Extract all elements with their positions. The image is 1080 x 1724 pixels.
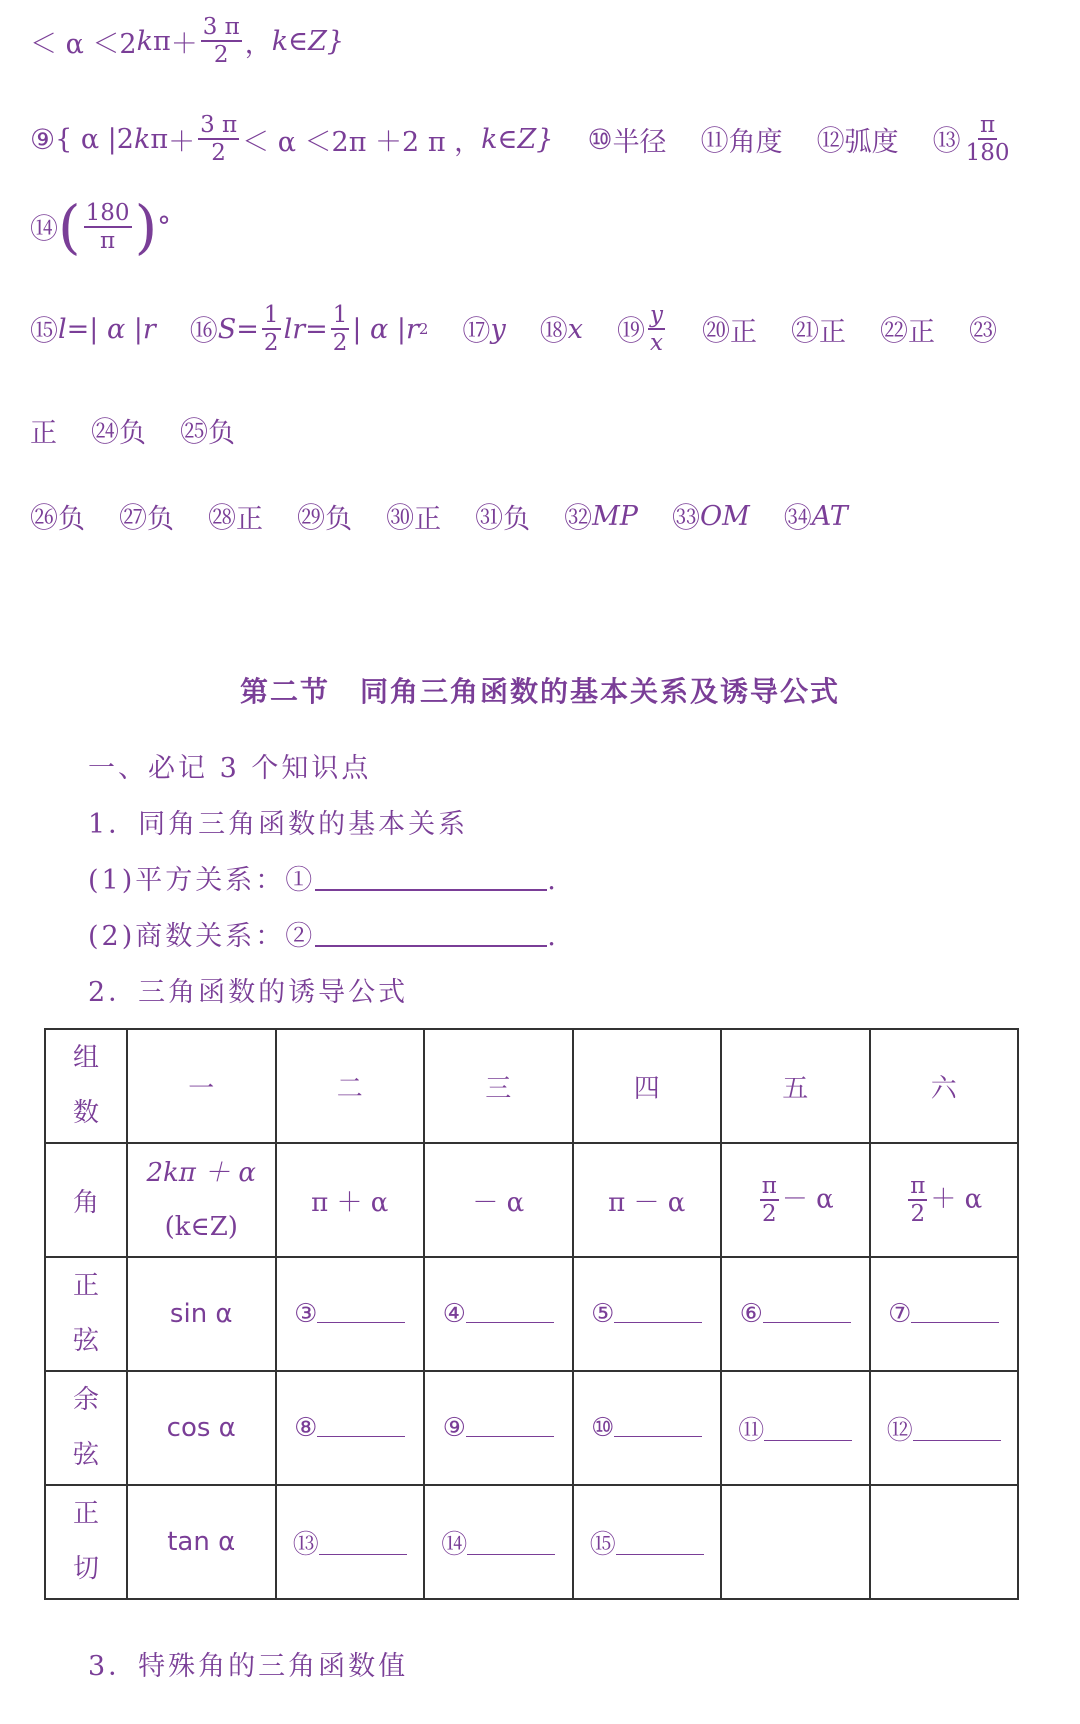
answer-9-pi: π [150,123,169,155]
answer-14-lparen: ( [58,193,81,261]
knowledge-point-2: 2．三角函数的诱导公式 [88,977,409,1008]
quotient-relation [88,914,559,953]
answer-26-mark: ㉖ [30,501,59,534]
blank-2[interactable] [315,945,547,947]
answer-28-mark: ㉘ [208,501,237,534]
answer-11-text: 角度 [728,126,783,158]
cosine-function: cos α [127,1371,276,1485]
line1-kin: k∈Z} [271,25,345,57]
square-relation-period: . [547,865,559,896]
answer-line-6 [30,496,1060,536]
angle-label-cell: 角 [45,1143,127,1257]
answer-33-text: OM [699,500,750,532]
square-relation-label: (1)平方关系：① [88,865,316,896]
answer-16-sup: 2 [418,320,429,339]
answer-line-5 [30,410,1060,450]
answer-22-text: 正 [908,316,936,348]
answer-16-half-1: $\frac{1}{2}$ [263,302,279,357]
answer-20-mark: ⑳ [701,314,730,348]
group-1: 一 [127,1029,276,1143]
answer-27-text: 负 [147,503,175,535]
answer-17-text: y [490,313,506,345]
angle-5: $\frac{\pi}{2}$ － α [721,1143,870,1257]
tangent-blank-14[interactable]: ⑭ [424,1485,573,1599]
answer-25-text: 负 [208,417,236,449]
answer-18-text: x [567,313,583,345]
answer-24-text: 负 [119,417,147,449]
sine-blank-3[interactable]: ③ [276,1257,425,1371]
group-5: 五 [721,1029,870,1143]
answer-line-1 [30,14,1060,69]
answer-line-3 [30,193,1060,261]
section-title: 第二节 同角三角函数的基本关系及诱导公式 [239,675,840,708]
knowledge-point-1: 1．同角三角函数的基本关系 [88,809,469,840]
answer-16-half-2: $\frac{1}{2}$ [332,302,348,357]
answer-29-text: 负 [325,503,353,535]
tangent-empty-5 [721,1485,870,1599]
answer-16-mark: ⑯ [189,314,218,348]
answer-9-open: { α |2 [55,123,134,155]
answer-26-text: 负 [58,503,86,535]
knowledge-heading: 一、必记 3 个知识点 [88,753,372,784]
cosine-blank-11[interactable]: ⑪ [721,1371,870,1485]
square-relation [88,858,559,897]
induction-formula-table [44,1028,1019,1600]
answer-32-mark: ㉜ [564,501,593,534]
table-row-tangent [45,1485,1018,1599]
group-label-cell: 组 数 [45,1029,127,1143]
answer-line-2 [30,112,1060,167]
sine-blank-5[interactable]: ⑤ [573,1257,722,1371]
angle-3: － α [424,1143,573,1257]
tangent-blank-13[interactable]: ⑬ [276,1485,425,1599]
answer-13-mark: ⑬ [932,124,961,158]
answer-12-mark: ⑫ [816,124,845,158]
answer-30-text: 正 [414,503,442,535]
group-3: 三 [424,1029,573,1143]
angle-4: π － α [573,1143,722,1257]
answer-14-rparen: ) [134,193,158,261]
answer-23-mark: ㉓ [969,314,998,348]
tangent-empty-6 [870,1485,1019,1599]
answer-11-mark: ⑪ [700,124,729,158]
line1-sep: ， [244,28,272,60]
answer-19-fraction: $\frac{y}{x}$ [649,302,663,357]
table-row-groups [45,1029,1018,1143]
answer-14-fraction: $\frac{180}{\pi}$ [85,199,130,254]
answer-30-mark: ㉚ [386,501,415,534]
answer-29-mark: ㉙ [297,501,326,534]
cosine-blank-8[interactable]: ⑧ [276,1371,425,1485]
answer-9-mark: ⑨ [30,122,56,156]
answer-25-mark: ㉕ [180,415,209,448]
line1-plus: ＋ [170,28,198,60]
knowledge-point-3: 3．特殊角的三角函数值 [88,1651,409,1682]
angle-2: π ＋ α [276,1143,425,1257]
answer-31-text: 负 [503,503,531,535]
answer-27-mark: ㉗ [119,501,148,534]
answer-18-mark: ⑱ [539,314,568,348]
answer-14-mark: ⑭ [30,212,59,245]
answer-12-text: 弧度 [844,126,899,158]
answer-23-text: 正 [30,417,57,449]
line1-k: k [136,25,153,57]
line1-fraction: $\frac{3 \pi}{2}$ [202,14,240,69]
answer-10-text: 半径 [612,126,667,158]
blank-1[interactable] [315,889,547,891]
tangent-label-cell: 正 切 [45,1485,127,1599]
answer-17-mark: ⑰ [462,314,491,348]
sine-blank-7[interactable]: ⑦ [870,1257,1019,1371]
answer-19-mark: ⑲ [616,314,645,348]
table-row-sine [45,1257,1018,1371]
answer-13-fraction: $\frac{\pi}{180}$ [965,112,1010,167]
answer-9-mid: ＜ α ＜2 [242,126,349,158]
answer-10-mark: ⑩ [587,122,613,156]
cosine-blank-10[interactable]: ⑩ [573,1371,722,1485]
answer-22-mark: ㉒ [880,314,909,348]
answer-31-mark: ㉛ [475,501,504,534]
answer-9-plus: ＋ [168,126,196,158]
tangent-function: tan α [127,1485,276,1599]
answer-9-kin: k∈Z} [481,123,554,155]
answer-32-text: MP [592,500,638,532]
tangent-blank-15[interactable]: ⑮ [573,1485,722,1599]
answer-14-tail: ° [157,211,171,243]
sine-label-cell: 正 弦 [45,1257,127,1371]
answer-34-text: AT [811,500,848,532]
answer-9-tail: π ＋2 π ， [348,126,482,158]
answer-15-mark: ⑮ [30,314,59,348]
answer-16-rest: | α |r [352,313,419,345]
answer-16-s: S= [217,313,259,345]
group-2: 二 [276,1029,425,1143]
group-6: 六 [870,1029,1019,1143]
cosine-label-cell: 余 弦 [45,1371,127,1485]
line1-prefix: ＜ α ＜2 [30,28,137,60]
answer-20-text: 正 [729,316,757,348]
answer-33-mark: ㉝ [671,501,700,534]
answer-9-fraction: $\frac{3 \pi}{2}$ [200,112,238,167]
answer-34-mark: ㉞ [783,501,812,534]
sine-blank-4[interactable]: ④ [424,1257,573,1371]
answer-16-lr: lr= [283,313,328,345]
cosine-blank-9[interactable]: ⑨ [424,1371,573,1485]
answer-15-text: l=| α |r [58,313,156,345]
sine-blank-6[interactable]: ⑥ [721,1257,870,1371]
line1-pi: π [152,25,171,57]
answer-21-text: 正 [819,316,846,348]
table-row-angles [45,1143,1018,1257]
answer-28-text: 正 [236,503,264,535]
sine-function: sin α [127,1257,276,1371]
group-4: 四 [573,1029,722,1143]
answer-24-mark: ㉔ [91,415,120,448]
quotient-relation-period: . [547,921,559,952]
answer-21-mark: ㉑ [790,314,819,348]
angle-6: $\frac{\pi}{2}$ ＋ α [870,1143,1019,1257]
answer-9-k: k [133,123,151,155]
quotient-relation-label: (2)商数关系：② [88,921,316,952]
angle-1: 2kπ ＋ α (k∈Z) [127,1143,276,1257]
cosine-blank-12[interactable]: ⑫ [870,1371,1019,1485]
answer-line-4 [30,302,1060,357]
table-row-cosine [45,1371,1018,1485]
